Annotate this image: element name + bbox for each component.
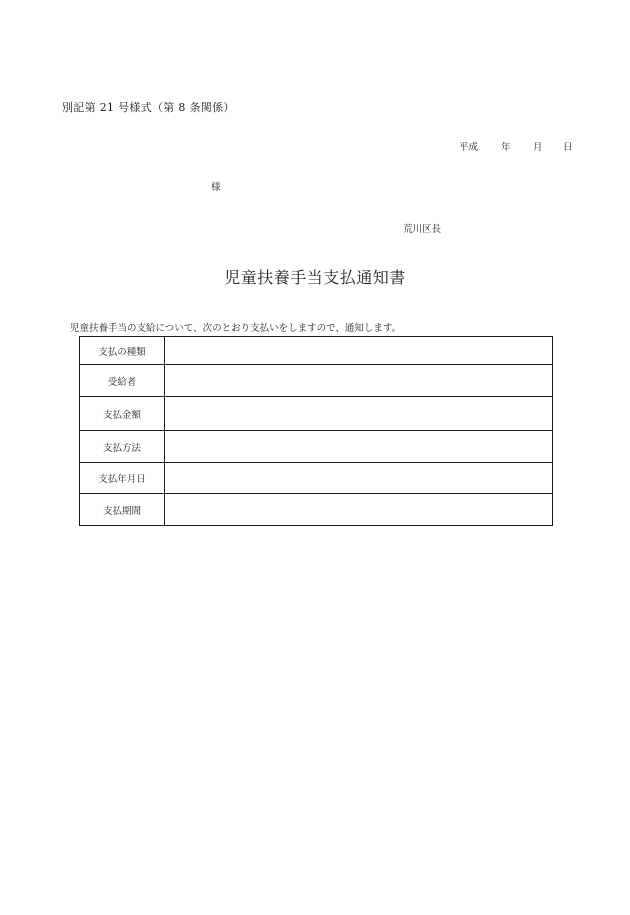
row-value — [165, 463, 553, 494]
table-row-payment-type — [80, 337, 553, 365]
form-number: 別記第 21 号様式（第 8 条関係） — [62, 101, 235, 114]
row-label: 受給者 — [80, 365, 165, 397]
document-title: 児童扶養手当支払通知書 — [224, 268, 406, 287]
row-value — [165, 494, 553, 526]
row-value — [165, 337, 553, 365]
row-label: 支払期間 — [80, 494, 165, 526]
row-label: 支払金額 — [80, 397, 165, 431]
row-value — [165, 431, 553, 463]
row-label: 支払方法 — [80, 431, 165, 463]
intro-text: 児童扶養手当の支給について、次のとおり支払いをしますので、通知します。 — [70, 323, 402, 334]
table-row-period — [80, 494, 553, 526]
date-day-label: 日 — [563, 142, 573, 153]
table-row-recipient — [80, 365, 553, 397]
table-row-date — [80, 463, 553, 494]
table-row-amount — [80, 397, 553, 431]
row-label: 支払の種類 — [80, 337, 165, 365]
payment-info-table — [79, 336, 553, 526]
row-value — [165, 397, 553, 431]
row-value — [165, 365, 553, 397]
date-year-label: 年 — [501, 142, 511, 153]
row-label: 支払年月日 — [80, 463, 165, 494]
issuer-name: 荒川区長 — [403, 224, 442, 235]
date-era: 平成 — [459, 142, 479, 153]
date-month-label: 月 — [533, 142, 543, 153]
table-row-method — [80, 431, 553, 463]
addressee-suffix: 様 — [211, 182, 221, 193]
